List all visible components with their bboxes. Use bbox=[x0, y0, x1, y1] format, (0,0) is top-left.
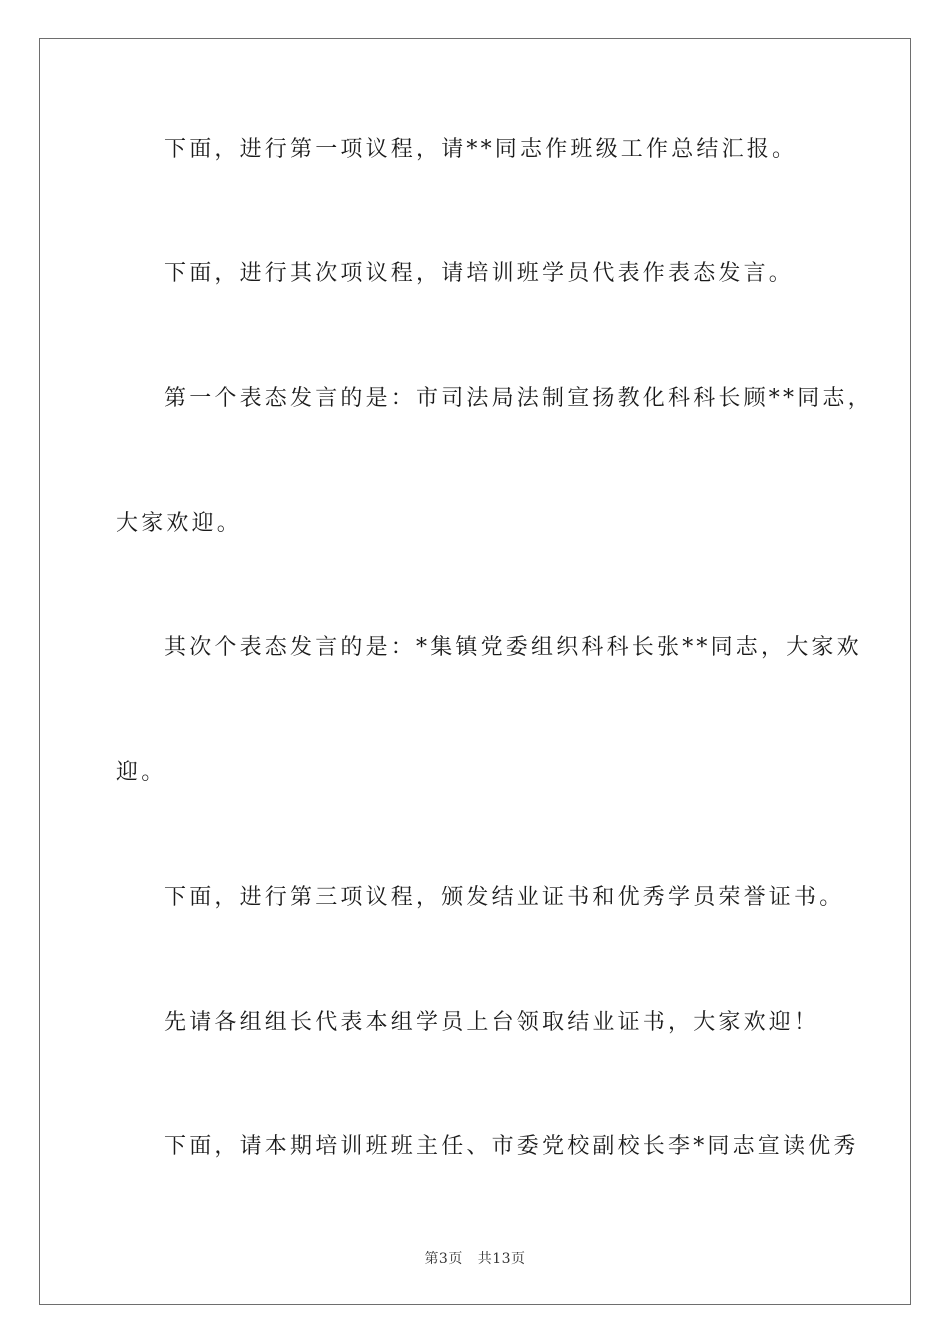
paragraph-line-6: 迎。 bbox=[116, 760, 167, 785]
paragraph-line-7: 下面，进行第三项议程，颁发结业证书和优秀学员荣誉证书。 bbox=[164, 885, 845, 910]
paragraph-line-5: 其次个表态发言的是：*集镇党委组织科科长张**同志，大家欢 bbox=[164, 635, 862, 660]
paragraph-line-3: 第一个表态发言的是：市司法局法制宣扬教化科科长顾**同志， bbox=[164, 386, 873, 411]
page-border bbox=[39, 38, 911, 1305]
current-page-number: 第3页 bbox=[424, 1251, 463, 1267]
paragraph-line-8: 先请各组组长代表本组学员上台领取结业证书，大家欢迎！ bbox=[164, 1010, 820, 1035]
paragraph-line-4: 大家欢迎。 bbox=[116, 511, 243, 536]
total-pages: 共13页 bbox=[477, 1251, 526, 1267]
paragraph-line-2: 下面，进行其次项议程，请培训班学员代表作表态发言。 bbox=[164, 261, 795, 286]
page-footer bbox=[0, 1248, 950, 1268]
paragraph-line-1: 下面，进行第一项议程，请**同志作班级工作总结汇报。 bbox=[164, 137, 798, 162]
paragraph-line-9: 下面，请本期培训班班主任、市委党校副校长李*同志宣读优秀 bbox=[164, 1134, 859, 1159]
